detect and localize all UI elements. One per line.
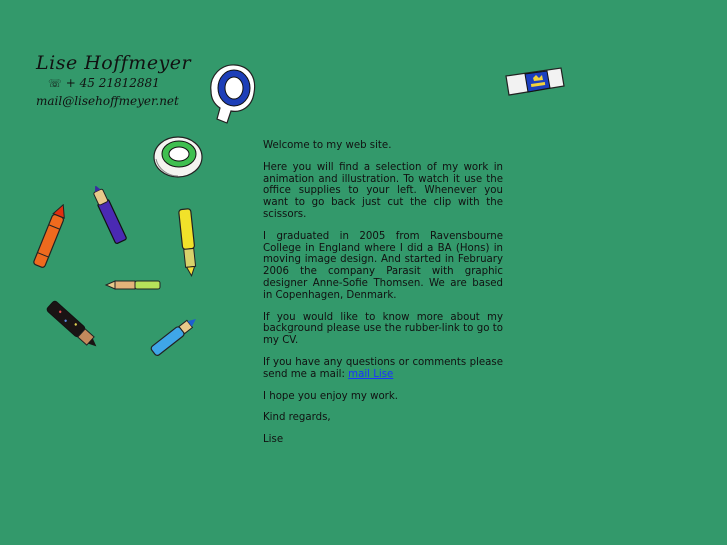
- regards-line: Kind regards,: [263, 412, 331, 424]
- pencil-green-icon[interactable]: [104, 278, 162, 292]
- author-name: Lise Hoffmeyer: [36, 52, 192, 74]
- welcome-line: Welcome to my web site.: [263, 140, 392, 151]
- contact-text: If you have any questions or comments please send me a mail:: [263, 356, 503, 380]
- signature: Lise: [263, 434, 284, 446]
- eraser-icon[interactable]: [503, 66, 567, 98]
- bio-paragraph: I graduated in 2005 from Ravensbourne College in England where I did a BA (Hons) in moving image design. And started in February 2006 the company Parasit with graphic designer Anne-Sofie Thomsen. We are based in Copenhagen, Denmark.: [263, 230, 503, 301]
- crayon-orange-icon[interactable]: [28, 204, 70, 276]
- marker-black-icon[interactable]: [44, 298, 102, 354]
- phone-line: [48, 76, 160, 90]
- background-paragraph: If you would like to know more about my background please use the rubber-link to go to my CV.: [263, 311, 503, 347]
- email-address: mail@lisehoffmeyer.net: [36, 94, 179, 108]
- marker-blue-icon[interactable]: [146, 312, 204, 360]
- enjoy-line: I hope you enjoy my work.: [263, 390, 398, 402]
- telephone-icon: ☏: [48, 77, 62, 90]
- mail-lise-link[interactable]: mail Lise: [348, 368, 394, 380]
- phone-number: + 45 21812881: [65, 76, 160, 90]
- pen-purple-icon[interactable]: [90, 186, 130, 248]
- tape-roll-green-icon[interactable]: [152, 131, 204, 179]
- marker-yellow-icon[interactable]: [175, 206, 201, 278]
- welcome-text-block: [263, 140, 503, 456]
- tape-roll-blue-icon[interactable]: [203, 61, 258, 125]
- contact-paragraph: [263, 357, 503, 381]
- intro-paragraph: Here you will find a selection of my work in animation and illustration. To watch it use the office supplies to your left. Whenever you want to go back just cut the clip with the scissors.: [263, 161, 503, 220]
